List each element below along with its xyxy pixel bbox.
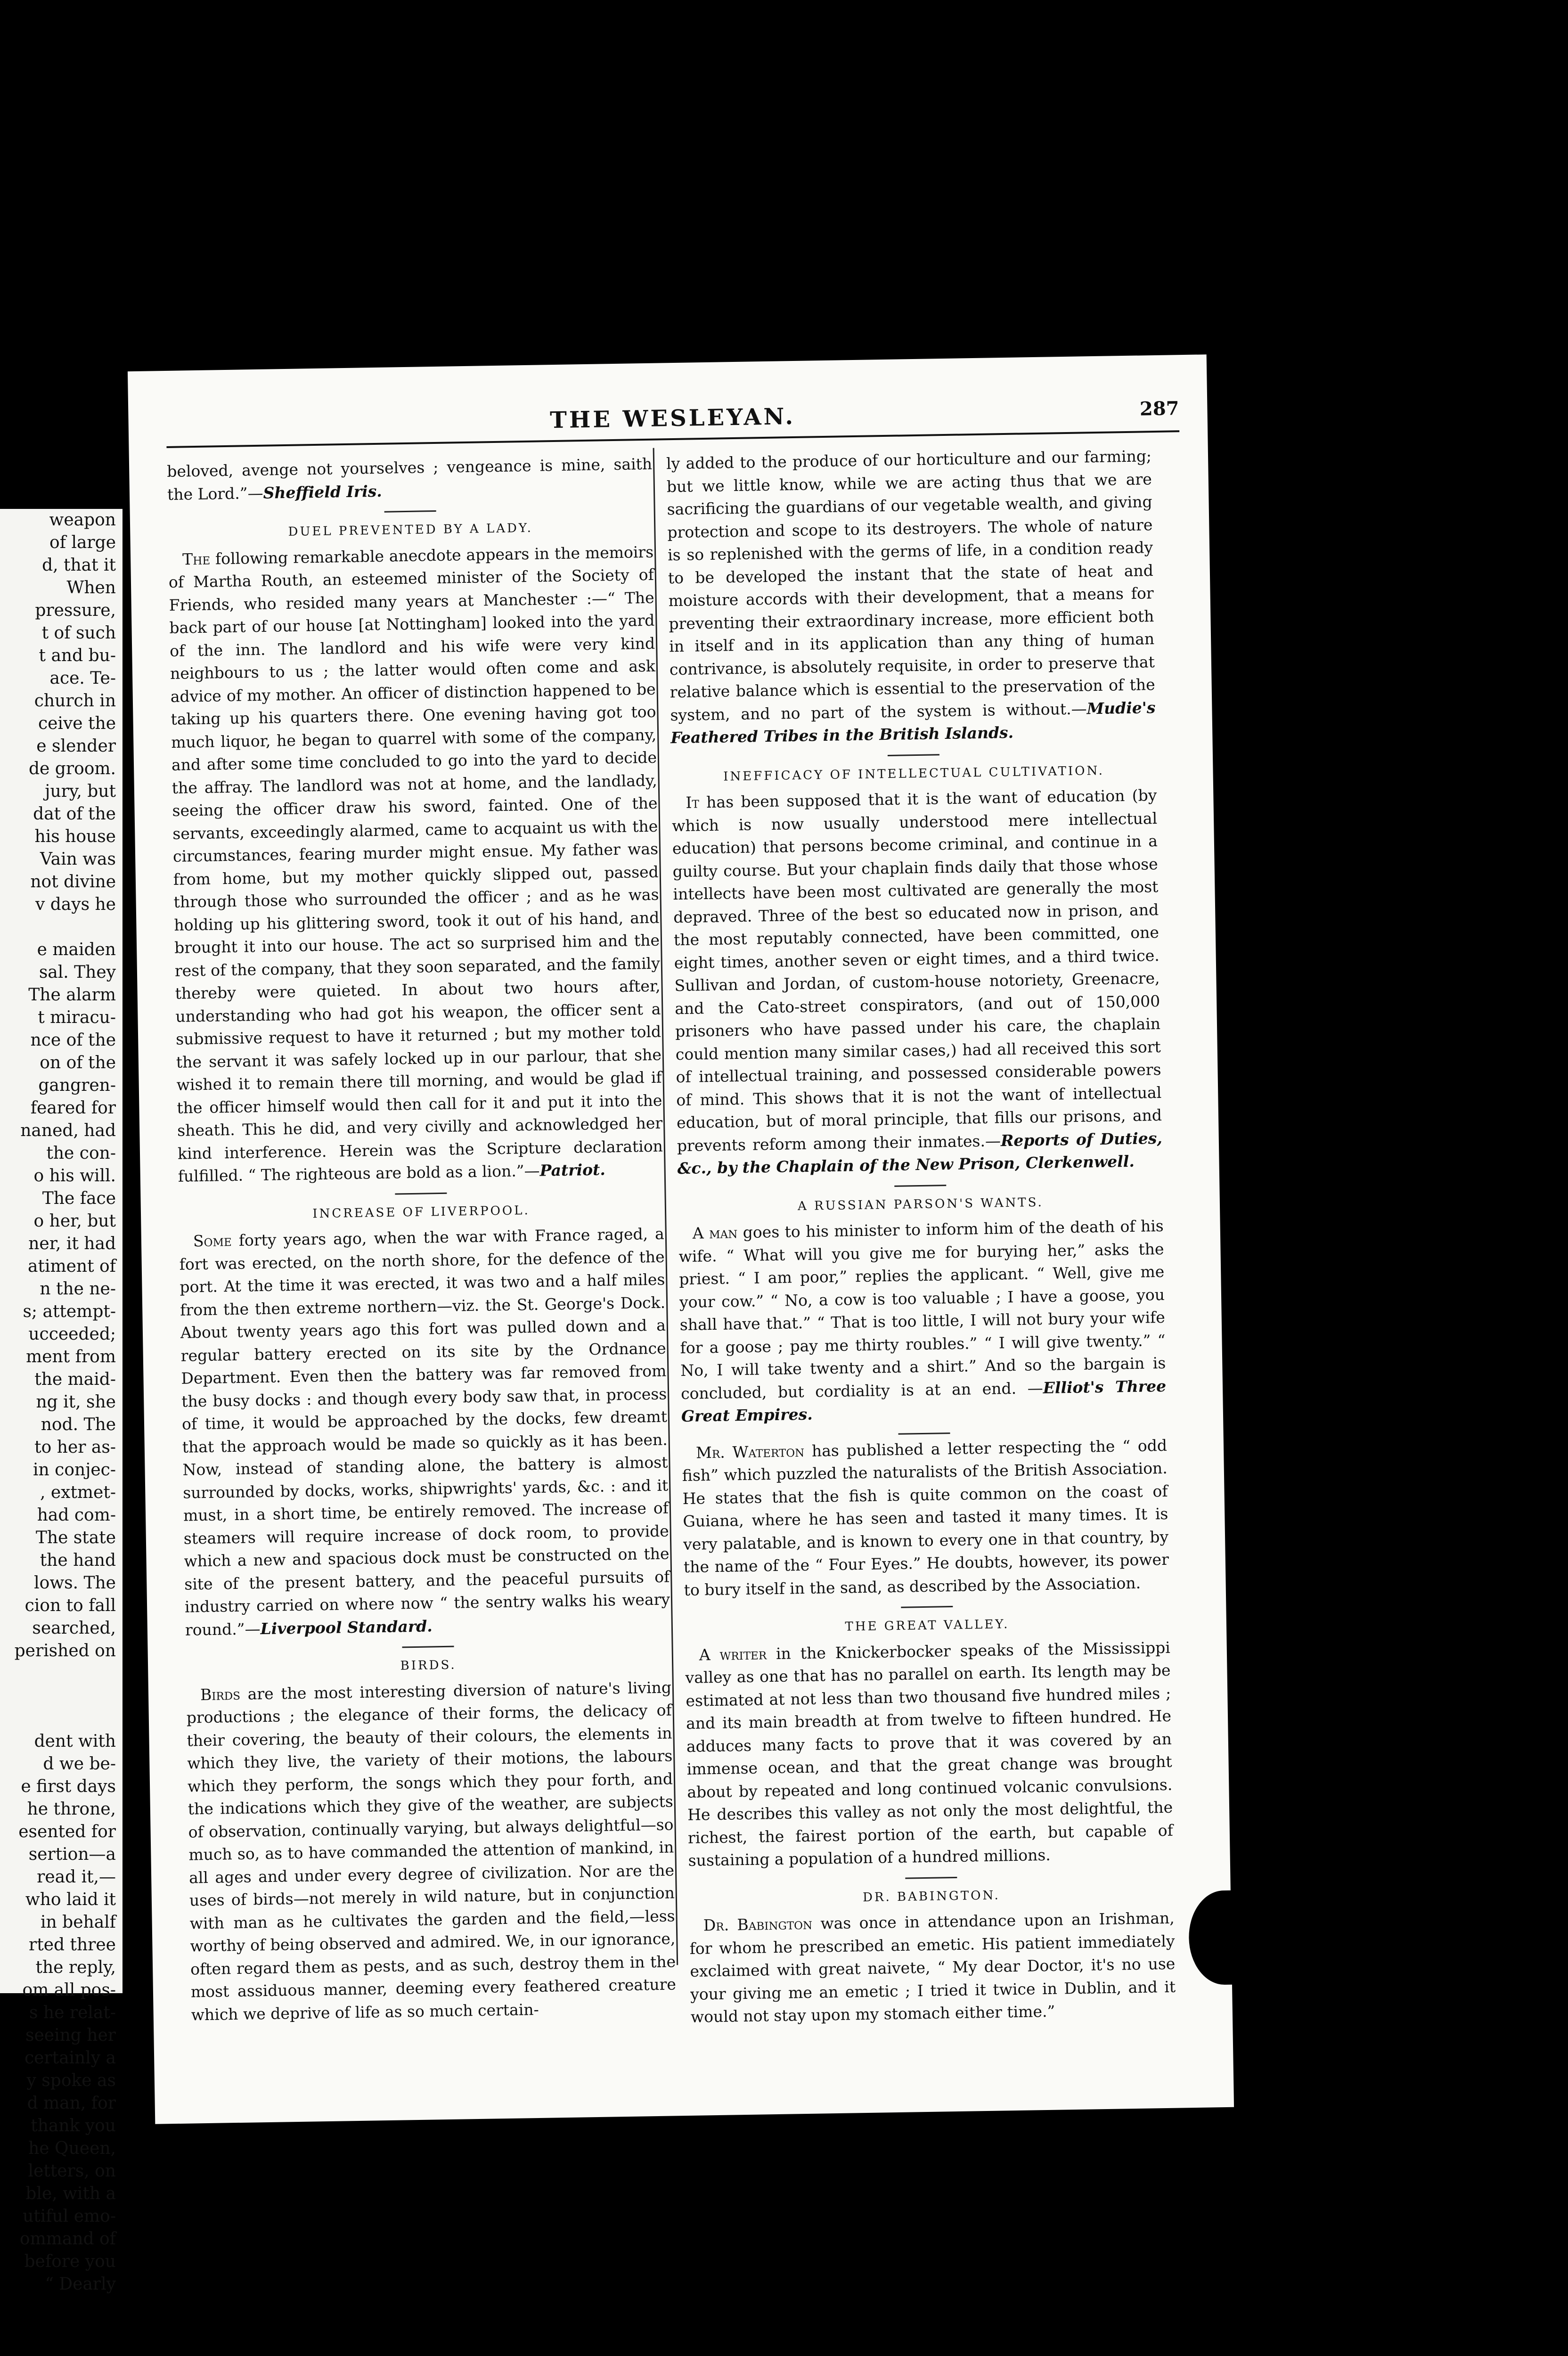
article-paragraph: A writer in the Knickerbocker speaks of the Mississippi valley as one that has no parallel on earth. Its length may be estimated at not less than two thousand five hundred miles ; and its main breadth at from twelve to fifteen hundred. He adduces many facts to prove that it was covered by an immense ocean, and that the great change was brought about by repeated and long continued volcanic convulsions. He describes this valley as not only the most delightful, the richest, the fairest portion of the earth, but capable of sustaining a population of a hundred millions. xyxy=(685,1638,1174,1870)
fragment-line: When xyxy=(66,578,116,597)
fragment-line: not divine xyxy=(30,872,116,892)
article-heading: A RUSSIAN PARSON'S WANTS. xyxy=(797,1195,1044,1213)
fragment-line: who laid it xyxy=(25,1890,116,1909)
fragment-line: feared for xyxy=(30,1098,116,1118)
fragment-line: on of the xyxy=(40,1053,116,1072)
fragment-line: before you xyxy=(24,2252,116,2271)
article-heading: DR. BABINGTON. xyxy=(862,1888,1001,1905)
fragment-line: de groom. xyxy=(29,759,116,778)
ink-blot xyxy=(1188,1890,1260,1985)
fragment-line xyxy=(0,1662,122,1685)
fragment-line: ace. Te- xyxy=(49,669,116,688)
article-paragraph: The following remarkable anecdote appears in the memoirs of Martha Routh, an esteemed minister of the Society of Friends, who resided many years at Manchester :—“ The back part of our house [at Nottingham] looked into the yard of the inn. The landlord and his wife were very kind neighbours to us ; the latter would often come and ask advice of my mother. An officer of distinction happened to be taking up his quarters there. One evening having got too much liquor, he began to quarrel with some of the company, and after some time concluded to go into the yard to decide the affray. The landlord was not at home, and the landlady, seeing the officer draw his sword, fainted. One of the servants, exceedingly alarmed, came to acquaint us with the circumstances, fearing murder might ensue. My father was from home, but my mother quickly slipped out, passed through those who surrounded the officer ; and as he was holding up his glittering sword, took it out of his hand, and brought it into our house. The act so surprised him and the rest of the company, that they soon separated, and the family thereby were quieted. In about two hours after, understanding who had got his weapon, the officer sent a submissive request to have it returned ; but my mother told the servant it was safely locked up in our parlour, that she wished it to remain there till morning, and would be glad if the officer himself would then call for it and put it into the sheath. This he did, and very civilly and acknowledged her kind interference. Herein was the Scripture declaration fulfilled. “ The righteous are bold as a lion.”—Patriot. xyxy=(168,542,663,1186)
fragment-line: church in xyxy=(34,691,116,711)
fragment-line: t of such xyxy=(41,623,116,643)
fragment-line: , extmet- xyxy=(40,1483,116,1502)
fragment-line: e maiden xyxy=(37,940,116,959)
section-rule xyxy=(905,1876,957,1879)
fragment-line: he throne, xyxy=(27,1800,116,1819)
article-heading: INEFFICACY OF INTELLECTUAL CULTIVATION. xyxy=(723,763,1105,784)
section-rule xyxy=(888,754,939,756)
fragment-line: “ Dearly xyxy=(45,2274,116,2294)
fragment-line: the con- xyxy=(46,1144,116,1163)
fragment-line: The alarm xyxy=(28,985,116,1005)
fragment-line: to her as- xyxy=(34,1438,116,1457)
fragment-line: pressure, xyxy=(35,601,116,620)
fragment-line: jury, but xyxy=(45,782,116,801)
fragment-line: ble, with a xyxy=(25,2184,116,2203)
fragment-line: he Queen, xyxy=(28,2139,116,2158)
fragment-line: thank you xyxy=(31,2116,116,2135)
fragment-line: The state xyxy=(35,1528,116,1547)
fragment-line: o her, but xyxy=(33,1211,116,1231)
fragment-line: d man, for xyxy=(27,2094,116,2113)
article-paragraph: ly added to the produce of our horticulture and our farming; but we little know, while we are acting thus that we are sacrificing the guardians of our vegetable wealth, and giving protection and scope to its destroyers. The whole of nature is so replenished with the germs of life, in a condition ready to be developed the instant that the state of heat and moisture accords with their development, that a means for preventing their extraordinary increase, more efficient both in itself and in its application than any thing of human contrivance, is absolutely requisite, in order to preserve that relative balance which is essential to the preservation of the system, and no part of the system is without.—Mudie's Feathered Tribes in the British Islands. xyxy=(666,447,1156,747)
right-column xyxy=(666,445,1176,2029)
fragment-line xyxy=(0,1708,122,1730)
left-column xyxy=(167,453,677,2027)
fragment-line: s; attempt- xyxy=(23,1302,116,1321)
fragment-line: y spoke as xyxy=(26,2071,116,2090)
page-number: 287 xyxy=(1139,397,1179,420)
fragment-line: ng it, she xyxy=(36,1392,116,1412)
article-paragraph: Some forty years ago, when the war with France raged, a fort was erected, on the north shore, for the defence of the port. At the time it was erected, it was two and a half miles from the then extreme northern—viz. the St. George's Dock. About twenty years ago this fort was pulled down and a regular battery erected on its site by the Ordnance Department. Even then the battery was far removed from the busy docks : and though every body saw that, in process of time, it would be approached by the docks, few dreamt that the approach would be made so quickly as it has been. Now, instead of standing alone, the battery is almost surrounded by docks, works, shipwrights' yards, &c. : and it must, in a short time, be entirely removed. The increase of steamers will require increase of dock room, to provide which a new and spacious dock must be constructed on the site of the present battery, and the peaceful pursuits of industry carried on where now “ the sentry walks his weary round.”—Liverpool Standard. xyxy=(179,1224,670,1639)
fragment-line: perished on xyxy=(14,1641,116,1661)
fragment-line xyxy=(0,1685,122,1708)
fragment-line: his house xyxy=(34,827,116,846)
fragment-line: the hand xyxy=(40,1551,116,1570)
fragment-line: ommand of xyxy=(19,2229,116,2249)
fragment-line: dat of the xyxy=(33,804,116,824)
fragment-line: Vain was xyxy=(40,850,116,869)
fragment-line: seeing her xyxy=(25,2026,116,2045)
fragment-line: o his will. xyxy=(33,1166,116,1186)
fragment-line: v days he xyxy=(35,895,116,914)
section-rule xyxy=(402,1646,454,1648)
fragment-line: in behalf xyxy=(41,1913,116,1932)
article-paragraph: A man goes to his minister to inform him of the death of his wife. “ What will you give me for burying her,” asks the priest. “ I am poor,” replies the applicant. “ Well, give me your cow.” “ No, a cow is too valuable ; I have a goose, you shall have that.” “ That is too little, I will not bury your wife for a goose ; pay me thirty roubles.” “ I will give twenty.” “ No, I will take twenty and a shirt.” And so the bargain is concluded, but cordiality is at an end. —Elliot's Three Great Empires. xyxy=(678,1216,1167,1426)
newspaper-page xyxy=(128,354,1234,2124)
section-rule xyxy=(384,510,436,513)
fragment-line: gangren- xyxy=(38,1076,116,1095)
article-heading: BIRDS. xyxy=(400,1658,457,1673)
fragment-line: ment from xyxy=(26,1347,116,1366)
fragment-line: in conjec- xyxy=(33,1460,116,1480)
fragment-line: ner, it had xyxy=(28,1234,116,1253)
adjacent-page-fragment xyxy=(0,509,122,2294)
article-paragraph: Birds are the most interesting diversion of nature's living productions ; the elegance of their forms, the delicacy of their covering, the beauty of their colours, the elements in which they live, the variety of their motions, the labours which they perform, the songs which they pour forth, and the indications which they give of the weather, are subjects of observation, continually varying, but always delightful—so much so, as to have commanded the attention of mankind, in all ages and under every degree of civilization. Nor are the uses of birds—not merely in wild nature, but in conjunction with man as he cultivates the garden and the field,—less worthy of being observed and admired. We, in our ignorance, often regard them as pests, and as such, destroy them in the most assiduous manner, deeming every feathered creature which we deprive of life as so much certain- xyxy=(186,1677,677,2024)
article-paragraph: It has been supposed that it is the want of education (by which is now usually understood mere intellectual education) that persons become criminal, and continue in a guilty course. But your chaplain finds daily that those whose intellects have been most cultivated are generally the most depraved. Three of the best so educated now in prison, and the most reputably connected, have been committed, one eight times, another seven or eight times, and a third twice. Sullivan and Jordan, of custom-house notoriety, Greenacre, and the Cato-street conspirators, (and out of 150,000 prisoners who have passed under his care, the chaplain could mention many similar cases,) had all received this sort of intellectual training, and possessed considerable powers of mind. This shows that it is not the want of intellectual education, but of moral principle, that fills our prisons, and prevents reform among their inmates.—Reports of Duties, &c., by the Chaplain of the New Prison, Clerkenwell. xyxy=(671,786,1163,1178)
fragment-line: lows. The xyxy=(34,1573,116,1593)
article-paragraph: Dr. Babington was once in attendance upon an Irishman, for whom he prescribed an emetic. His patient immediately exclaimed with great naivete, “ My dear Doctor, it's no use your giving me an emetic ; I tried it twice in Dublin, and it would not stay upon my stomach either time.” xyxy=(689,1908,1176,2026)
article-heading: THE GREAT VALLEY. xyxy=(845,1617,1010,1634)
fragment-line: sal. They xyxy=(39,963,116,982)
fragment-line: rted three xyxy=(29,1935,116,1955)
fragment-line: t and bu- xyxy=(39,646,116,665)
fragment-line: nce of the xyxy=(30,1031,116,1050)
fragment-line: The face xyxy=(42,1189,116,1208)
fragment-line: nod. The xyxy=(41,1415,116,1434)
page-header xyxy=(166,397,1179,448)
section-rule xyxy=(901,1606,953,1608)
section-rule xyxy=(894,1185,946,1187)
fragment-line: e slender xyxy=(36,736,116,756)
fragment-line: had com- xyxy=(37,1505,116,1525)
fragment-line: ceive the xyxy=(38,714,116,733)
fragment-line: letters, on xyxy=(28,2161,116,2181)
article-paragraph: beloved, avenge not yourselves ; vengeance is mine, saith the Lord.”—Sheffield Iris. xyxy=(166,454,653,504)
fragment-line: d we be- xyxy=(43,1754,116,1774)
fragment-line: cion to fall xyxy=(24,1596,116,1615)
fragment-line: the maid- xyxy=(34,1370,116,1389)
fragment-line: naned, had xyxy=(20,1121,116,1140)
fragment-line: sertion—a xyxy=(28,1845,116,1864)
fragment-line: n the ne- xyxy=(40,1279,116,1299)
section-rule xyxy=(898,1432,950,1435)
fragment-line: dent with xyxy=(34,1732,116,1751)
page-title: THE WESLEYAN. xyxy=(549,403,796,434)
fragment-line: atiment of xyxy=(28,1257,116,1276)
fragment-line: weapon xyxy=(49,510,116,530)
fragment-line: ucceeded; xyxy=(28,1325,116,1344)
article-heading: DUEL PREVENTED BY A LADY. xyxy=(288,521,533,539)
article-heading: INCREASE OF LIVERPOOL. xyxy=(312,1203,530,1221)
fragment-line: e first days xyxy=(21,1777,116,1796)
fragment-line xyxy=(0,916,122,939)
article-paragraph: Mr. Waterton has published a letter respecting the “ odd fish” which puzzled the naturalists of the British Association. He states that the fish is quite common on the coast of Guiana, where he has seen and tasted it many times. It is very palatable, and is known to every one in that country, by the name of the “ Four Eyes.” He doubts, however, its power to bury itself in the sand, as described by the Association. xyxy=(682,1436,1169,1599)
fragment-line: certainly a xyxy=(24,2048,116,2068)
fragment-line: searched, xyxy=(32,1619,116,1638)
fragment-line: the reply, xyxy=(35,1958,116,1977)
fragment-line: of large xyxy=(49,533,116,552)
fragment-line: om all pos- xyxy=(22,1980,116,2000)
fragment-line: esented for xyxy=(18,1822,116,1841)
fragment-line: s he relat- xyxy=(29,2003,116,2022)
section-rule xyxy=(395,1192,447,1194)
fragment-line: t miracu- xyxy=(38,1008,116,1027)
fragment-line: read it,— xyxy=(37,1867,116,1887)
fragment-line: d, that it xyxy=(42,556,116,575)
fragment-line: utiful emo- xyxy=(23,2207,116,2226)
